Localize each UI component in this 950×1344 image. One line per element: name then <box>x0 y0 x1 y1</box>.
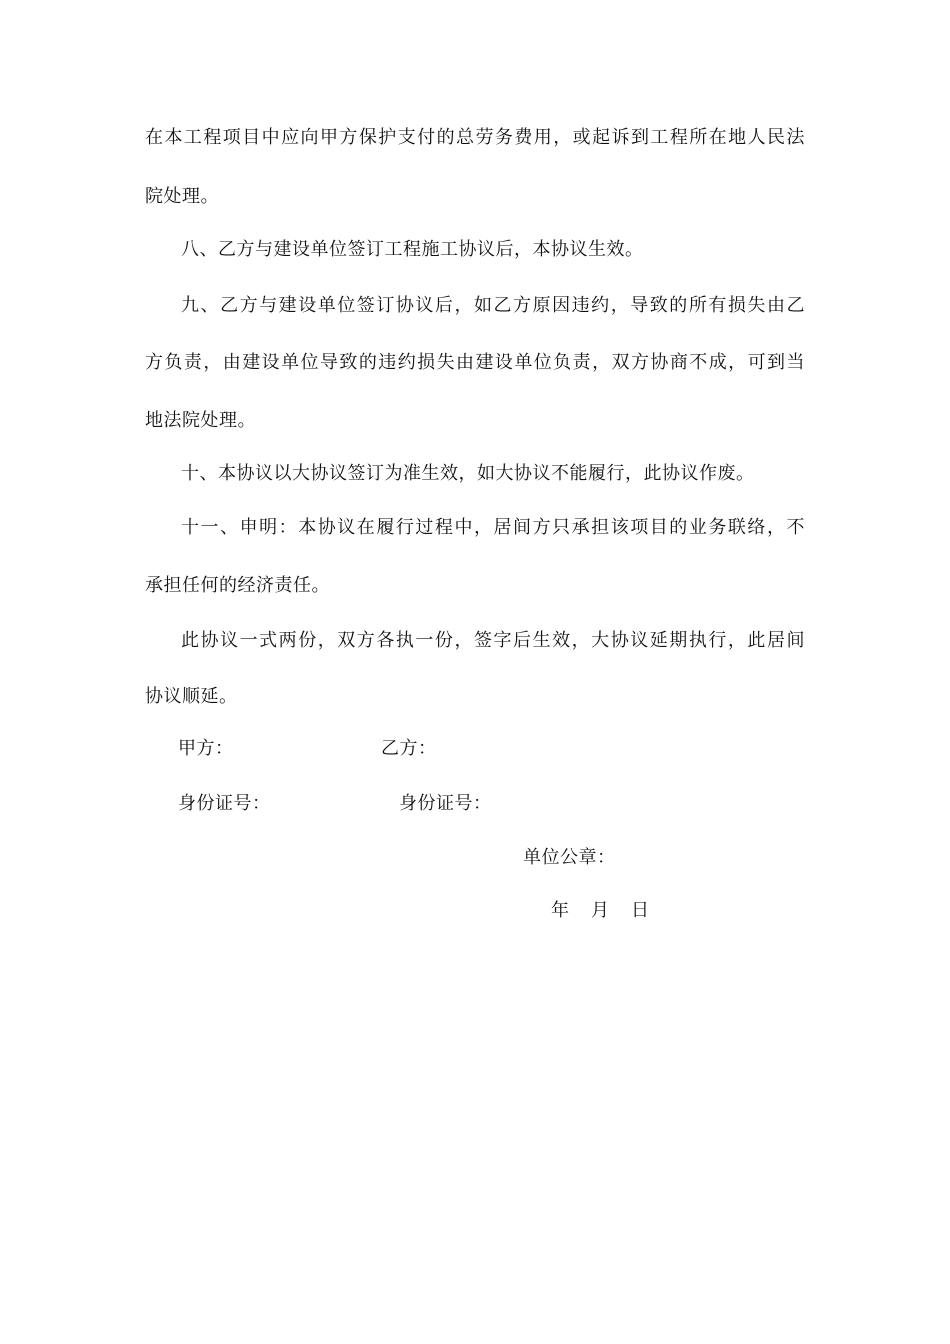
closing-paragraph: 此协议一式两份，双方各执一份，签字后生效，大协议延期执行，此居间 <box>181 630 805 651</box>
party-b-id-label: 身份证号： <box>399 793 492 814</box>
seal-label: 单位公章： <box>523 847 616 868</box>
party-b-label: 乙方： <box>381 738 437 759</box>
clause-10: 十、本协议以大协议签订为准生效，如大协议不能履行，此协议作废。 <box>181 463 755 484</box>
body-line: 在本工程项目中应向甲方保护支付的总劳务费用，或起诉到工程所在地人民法 <box>145 127 805 148</box>
clause-8: 八、乙方与建设单位签订工程施工协议后，本协议生效。 <box>181 239 644 260</box>
party-a-id-label: 身份证号： <box>178 793 271 814</box>
body-line: 院处理。 <box>145 186 219 207</box>
body-line: 承担任何的经济责任。 <box>145 575 330 596</box>
clause-11: 十一、申明：本协议在履行过程中，居间方只承担该项目的业务联络，不 <box>181 517 805 538</box>
party-a-label: 甲方： <box>178 738 234 759</box>
clause-9: 九、乙方与建设单位签订协议后，如乙方原因违约，导致的所有损失由乙 <box>181 295 805 316</box>
body-line: 方负责，由建设单位导致的违约损失由建设单位负责，双方协商不成，可到当 <box>145 352 805 373</box>
body-line: 协议顺延。 <box>145 686 238 707</box>
body-line: 地法院处理。 <box>145 410 256 431</box>
date-label: 年 月 日 <box>551 900 651 921</box>
